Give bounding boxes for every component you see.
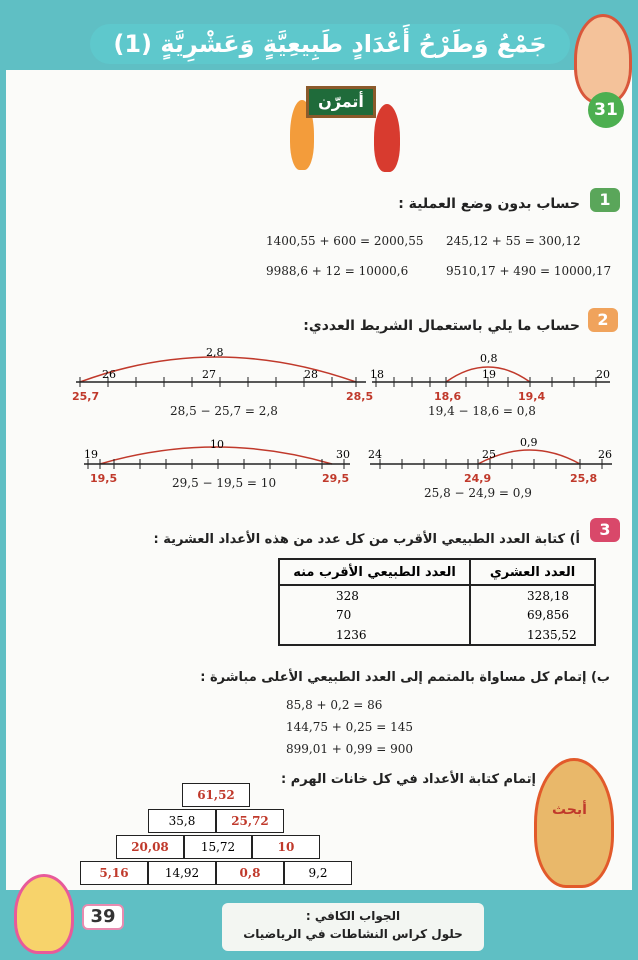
footer-girl-illustration (14, 874, 74, 954)
tick-label: 25 (482, 448, 496, 461)
end-label: 28,5 (346, 390, 374, 403)
equation: 29,5 − 19,5 = 10 (172, 476, 277, 490)
equation: 85,8 + 0,2 = 86 (286, 698, 383, 712)
arc-label: 0,8 (480, 352, 498, 365)
column-header: العدد العشري (470, 559, 595, 585)
lesson-number-badge: 31 (588, 92, 624, 128)
tick-label: 24 (368, 448, 382, 461)
column-header: العدد الطبيعي الأقرب منه (279, 559, 470, 585)
section-4-title: إتمام كتابة الأعداد في كل خانات الهرم : (281, 772, 536, 787)
section-1-title: حساب بدون وضع العملية : (398, 196, 580, 212)
tick-label: 19 (84, 448, 98, 461)
tick-label: 28 (304, 368, 318, 381)
equation: 9988,6 + 12 = 10000,6 (266, 264, 409, 278)
start-label: 25,7 (72, 390, 100, 403)
end-label: 29,5 (322, 472, 350, 485)
table-cell: 1236 (279, 625, 470, 645)
tick-label: 27 (202, 368, 216, 381)
practice-board: أتمرّن (306, 86, 376, 118)
footer-caption (222, 903, 484, 951)
footer-line-2: حلول كراس النشاطات في الرياضيات (243, 927, 463, 941)
table-row (279, 625, 595, 645)
pyramid-cell: 9,2 (284, 861, 352, 885)
table-cell: 69,856 (470, 605, 595, 625)
pyramid-cell: 20,08 (116, 835, 184, 859)
number-line-2 (368, 340, 618, 410)
nearest-integer-table (278, 558, 596, 646)
pyramid-cell: 10 (252, 835, 320, 859)
arc-label: 0,9 (520, 436, 538, 449)
tick-label: 26 (598, 448, 612, 461)
end-label: 19,4 (518, 390, 546, 403)
footer-line-1: الجواب الكافي : (305, 909, 401, 923)
pyramid-cell: 0,8 (216, 861, 284, 885)
pyramid-cell: 5,16 (80, 861, 148, 885)
table-cell: 70 (279, 605, 470, 625)
arc-label: 2,8 (206, 346, 224, 359)
pyramid-cell: 35,8 (148, 809, 216, 833)
table-row (279, 605, 595, 625)
section-3b-title: ب) إتمام كل مساواة بالمتمم إلى العدد الطبيعي الأعلى مباشرة : (200, 670, 610, 685)
pyramid-cell: 14,92 (148, 861, 216, 885)
tick-label: 26 (102, 368, 116, 381)
girl-illustration (574, 14, 632, 104)
page-number: 39 (82, 904, 124, 930)
section-2-number: 2 (588, 308, 618, 332)
start-label: 19,5 (90, 472, 118, 485)
tick-label: 30 (336, 448, 350, 461)
equation: 245,12 + 55 = 300,12 (446, 234, 581, 248)
table-header (279, 559, 595, 585)
page-title: جَمْعُ وَطَرْحُ أَعْدَادٍ طَبِيعِيَّةٍ وَعَشْرِيَّةٍ (1) (90, 24, 570, 64)
section-3-number: 3 (590, 518, 620, 542)
equation: 144,75 + 0,25 = 145 (286, 720, 413, 734)
number-line-4 (366, 436, 618, 492)
start-label: 24,9 (464, 472, 492, 485)
equation: 19,4 − 18,6 = 0,8 (428, 404, 536, 418)
equation: 899,01 + 0,99 = 900 (286, 742, 413, 756)
section-3a-title: أ) كتابة العدد الطبيعي الأقرب من كل عدد من هذه الأعداد العشرية : (153, 532, 580, 547)
reading-boy-illustration (534, 758, 614, 888)
end-label: 25,8 (570, 472, 598, 485)
table-cell: 328 (279, 585, 470, 605)
start-label: 18,6 (434, 390, 462, 403)
explore-badge: أبحث (552, 802, 587, 818)
pyramid-cell: 25,72 (216, 809, 284, 833)
section-2-title: حساب ما يلي باستعمال الشريط العددي: (303, 318, 580, 334)
tick-label: 19 (482, 368, 496, 381)
table-cell: 328,18 (470, 585, 595, 605)
equation: 1400,55 + 600 = 2000,55 (266, 234, 424, 248)
equation: 28,5 − 25,7 = 2,8 (170, 404, 278, 418)
section-1-number: 1 (590, 188, 620, 212)
arc-label: 10 (210, 438, 224, 451)
tick-label: 20 (596, 368, 610, 381)
table-row (279, 585, 595, 605)
tick-label: 18 (370, 368, 384, 381)
table-cell: 1235,52 (470, 625, 595, 645)
kids-illustration-right (374, 104, 400, 172)
pyramid-cell: 61,52 (182, 783, 250, 807)
pyramid-cell: 15,72 (184, 835, 252, 859)
equation: 25,8 − 24,9 = 0,9 (424, 486, 532, 500)
number-line-1 (70, 340, 374, 410)
equation: 9510,17 + 490 = 10000,17 (446, 264, 612, 278)
